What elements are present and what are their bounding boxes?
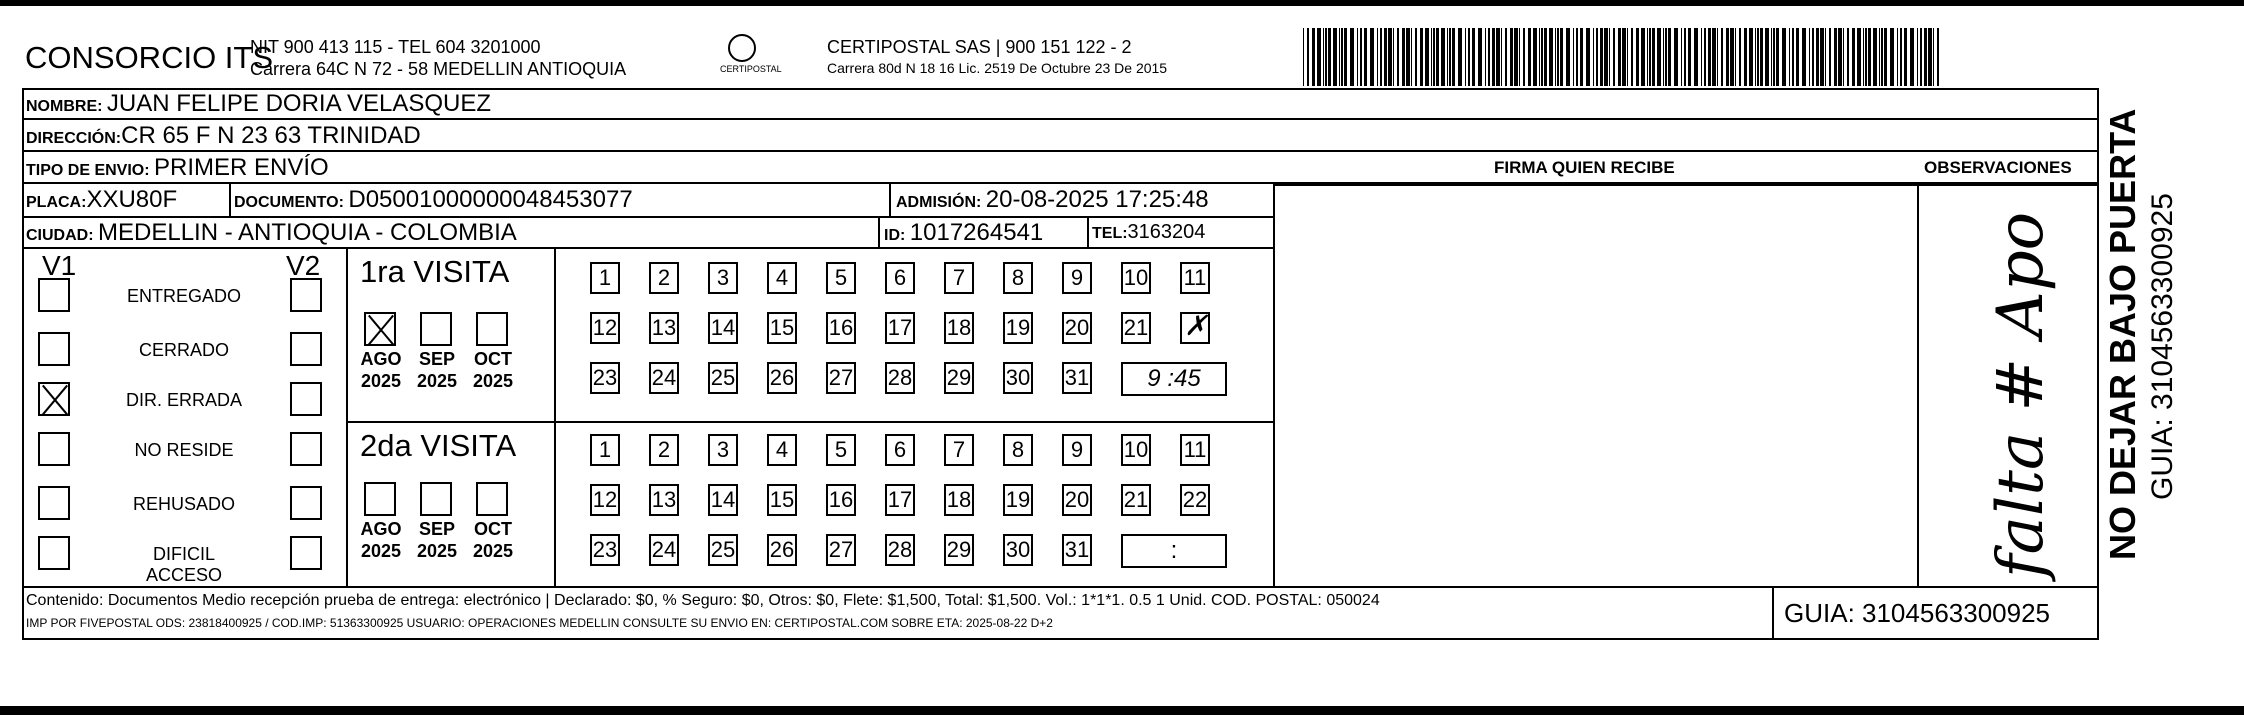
barcode-bar bbox=[1776, 28, 1779, 86]
tel-value: 3163204 bbox=[1127, 221, 1206, 243]
day-box[interactable]: 11 bbox=[1180, 262, 1210, 294]
barcode-bar bbox=[1317, 28, 1321, 86]
barcode-bar bbox=[1649, 28, 1651, 86]
day-box[interactable]: 17 bbox=[885, 484, 915, 516]
second-visit-title: 2da VISITA bbox=[360, 428, 517, 463]
tipo-envio-label: TIPO DE ENVIO: bbox=[26, 162, 150, 179]
barcode-bar bbox=[1501, 28, 1502, 86]
barcode-bar bbox=[1593, 28, 1594, 86]
barcode-bar bbox=[1485, 28, 1486, 86]
status-label: NO RESIDE bbox=[134, 440, 234, 460]
barcode-bar bbox=[1312, 28, 1315, 86]
admision-value: 20-08-2025 17:25:48 bbox=[985, 186, 1209, 213]
logo-caption: CERTIPOSTAL bbox=[720, 64, 782, 74]
shipping-form bbox=[22, 88, 2099, 640]
barcode-bar bbox=[1333, 28, 1337, 86]
day-box[interactable]: 29 bbox=[944, 534, 974, 566]
month-checkbox[interactable] bbox=[364, 482, 396, 516]
barcode-bar bbox=[1852, 28, 1855, 86]
barcode-bar bbox=[1757, 28, 1759, 86]
day-box[interactable] bbox=[1180, 312, 1210, 344]
barcode-bar bbox=[1465, 28, 1466, 86]
year-label: 2025 bbox=[472, 371, 514, 391]
barcode-bar bbox=[1684, 28, 1686, 86]
month-checkbox[interactable] bbox=[364, 312, 396, 346]
day-box[interactable]: 30 bbox=[1003, 534, 1033, 566]
day-box[interactable]: 5 bbox=[826, 262, 856, 294]
barcode-bar bbox=[1792, 28, 1794, 86]
company-name: CONSORCIO ITS bbox=[25, 40, 274, 75]
barcode-bar bbox=[1539, 28, 1540, 86]
barcode-bar bbox=[1533, 28, 1537, 86]
barcode-bar bbox=[1370, 28, 1374, 86]
barcode-bar bbox=[1897, 28, 1898, 86]
barcode-bar bbox=[1735, 28, 1736, 86]
first-visit-title: 1ra VISITA bbox=[360, 254, 510, 289]
day-box[interactable]: 6 bbox=[885, 262, 915, 294]
barcode-bar bbox=[1688, 28, 1691, 86]
day-box[interactable]: 11 bbox=[1180, 434, 1210, 466]
barcode-bar bbox=[1704, 28, 1706, 86]
barcode-bar bbox=[1604, 28, 1608, 86]
day-box[interactable]: 8 bbox=[1003, 262, 1033, 294]
barcode-bar bbox=[1838, 28, 1842, 86]
barcode-bar bbox=[1492, 28, 1495, 86]
barcode-bar bbox=[1782, 28, 1786, 86]
barcode-bar bbox=[1357, 28, 1358, 86]
month-checkbox[interactable] bbox=[420, 482, 452, 516]
time-box[interactable]: : bbox=[1121, 534, 1227, 568]
v1-checkbox[interactable] bbox=[38, 382, 70, 416]
month-checkbox[interactable] bbox=[476, 482, 508, 516]
barcode-bar bbox=[1388, 28, 1392, 86]
barcode-bar bbox=[1647, 28, 1648, 86]
direccion-value: CR 65 F N 23 63 TRINIDAD bbox=[121, 122, 421, 149]
barcode-bar bbox=[1303, 28, 1304, 86]
year-label: 2025 bbox=[360, 371, 402, 391]
barcode-bar bbox=[1652, 28, 1655, 86]
barcode-bar bbox=[1402, 28, 1405, 86]
barcode-bar bbox=[1802, 28, 1806, 86]
barcode-bar bbox=[1694, 28, 1698, 86]
barcode-bar bbox=[1420, 28, 1423, 86]
documento-label: DOCUMENTO: bbox=[234, 194, 344, 211]
day-box[interactable]: 31 bbox=[1062, 362, 1092, 394]
month-label: OCT bbox=[474, 349, 512, 369]
company-address: Carrera 64C N 72 - 58 MEDELLIN ANTIOQUIA bbox=[250, 59, 627, 79]
admision-label: ADMISIÓN: bbox=[896, 194, 982, 211]
day-box[interactable]: 3 bbox=[708, 262, 738, 294]
barcode-bar bbox=[1863, 28, 1864, 86]
status-label: DIR. ERRADA bbox=[125, 390, 242, 410]
barcode-bar bbox=[1549, 28, 1553, 86]
barcode-bar bbox=[1541, 28, 1543, 86]
barcode-bar bbox=[1609, 28, 1610, 86]
day-box[interactable]: 2 bbox=[649, 434, 679, 466]
barcode-bar bbox=[1496, 28, 1500, 86]
year-label: 2025 bbox=[472, 541, 514, 561]
barcode-bar bbox=[1674, 28, 1678, 86]
barcode-bar bbox=[1406, 28, 1410, 86]
day-box[interactable]: 14 bbox=[708, 312, 738, 344]
footer-line2: IMP POR FIVEPOSTAL ODS: 23818400925 / COD.IMP: 51363300925 USUARIO: OPERACIONES MEDELLIN CONSULTE SU ENVIO EN: CERTIPOSTAL.COM SOBRE ETA: 2025-08-22 D+2 bbox=[26, 616, 1053, 630]
id-value: 1017264541 bbox=[909, 219, 1044, 246]
day-box[interactable]: 15 bbox=[767, 484, 797, 516]
day-box[interactable]: 1 bbox=[590, 434, 620, 466]
day-box[interactable]: 24 bbox=[649, 362, 679, 394]
day-box[interactable]: 4 bbox=[767, 434, 797, 466]
barcode-bar bbox=[1344, 28, 1347, 86]
barcode-bar bbox=[1663, 28, 1664, 86]
barcode-bar bbox=[1933, 28, 1934, 86]
day-box[interactable]: 21 bbox=[1121, 484, 1151, 516]
side-guia: GUIA: 3104563300925 bbox=[2146, 193, 2179, 500]
barcode-bar bbox=[1825, 28, 1826, 86]
certipostal-logo-icon bbox=[728, 34, 756, 62]
nombre-label: NOMBRE: bbox=[26, 98, 103, 115]
day-box[interactable]: 20 bbox=[1062, 312, 1092, 344]
barcode-bar bbox=[1458, 28, 1462, 86]
year-label: 2025 bbox=[416, 541, 458, 561]
id-label: ID: bbox=[884, 227, 906, 244]
barcode-bar bbox=[1900, 28, 1902, 86]
barcode-bar bbox=[1681, 28, 1682, 86]
tipo-envio-value: PRIMER ENVÍO bbox=[154, 154, 329, 181]
month-checkbox[interactable] bbox=[476, 312, 508, 346]
barcode-bar bbox=[1350, 28, 1354, 86]
barcode-bar bbox=[1523, 28, 1525, 86]
barcode-bar bbox=[1557, 28, 1559, 86]
barcode-bar bbox=[1580, 28, 1583, 86]
day-box[interactable]: 4 bbox=[767, 262, 797, 294]
day-box[interactable]: 2 bbox=[649, 262, 679, 294]
day-box[interactable]: 8 bbox=[1003, 434, 1033, 466]
day-box[interactable]: 28 bbox=[885, 362, 915, 394]
barcode-bar bbox=[1544, 28, 1547, 86]
barcode-bar bbox=[1857, 28, 1861, 86]
barcode-bar bbox=[1393, 28, 1394, 86]
day-box[interactable]: 27 bbox=[826, 362, 856, 394]
barcode-bar bbox=[1910, 28, 1914, 86]
day-box[interactable]: 25 bbox=[708, 362, 738, 394]
day-box[interactable]: 31 bbox=[1062, 534, 1092, 566]
barcode-bar bbox=[1917, 28, 1918, 86]
day-box[interactable]: 13 bbox=[649, 484, 679, 516]
day-box[interactable]: 14 bbox=[708, 484, 738, 516]
barcode-bar bbox=[1618, 28, 1621, 86]
barcode-bar bbox=[1447, 28, 1448, 86]
month-label: AGO bbox=[360, 519, 402, 539]
barcode-bar bbox=[1325, 28, 1327, 86]
barcode-bar bbox=[1613, 28, 1615, 86]
status-label: ENTREGADO bbox=[126, 286, 241, 306]
day-box[interactable]: 30 bbox=[1003, 362, 1033, 394]
day-box[interactable]: 3 bbox=[708, 434, 738, 466]
barcode-bar bbox=[1937, 28, 1939, 86]
barcode-bar bbox=[1843, 28, 1844, 86]
barcode-bar bbox=[1904, 28, 1907, 86]
barcode-bar bbox=[1566, 28, 1570, 86]
month-checkbox[interactable] bbox=[420, 312, 452, 346]
barcode-bar bbox=[1881, 28, 1883, 86]
month-label: SEP bbox=[418, 519, 456, 539]
barcode-bar bbox=[1739, 28, 1741, 86]
day-box[interactable]: 21 bbox=[1121, 312, 1151, 344]
day-box[interactable]: 26 bbox=[767, 534, 797, 566]
barcode-bar bbox=[1816, 28, 1819, 86]
status-label: REHUSADO bbox=[132, 494, 235, 514]
nombre-value: JUAN FELIPE DORIA VELASQUEZ bbox=[106, 90, 491, 117]
barcode-bar bbox=[1360, 28, 1362, 86]
barcode-bar bbox=[1627, 28, 1628, 86]
barcode-bar bbox=[1436, 28, 1439, 86]
barcode-bar bbox=[1596, 28, 1598, 86]
barcode-bar bbox=[1809, 28, 1810, 86]
day-box[interactable]: 23 bbox=[590, 362, 620, 394]
day-box[interactable]: 7 bbox=[944, 434, 974, 466]
observaciones-header: OBSERVACIONES bbox=[1924, 158, 2072, 177]
barcode-bar bbox=[1622, 28, 1626, 86]
barcode-bar bbox=[1812, 28, 1814, 86]
direccion-label: DIRECCIÓN: bbox=[26, 130, 122, 147]
barcode-bar bbox=[1452, 28, 1455, 86]
barcode-bar bbox=[1307, 28, 1309, 86]
v2-header: V2 bbox=[286, 250, 321, 281]
barcode-bar bbox=[1834, 28, 1837, 86]
barcode-bar bbox=[1765, 28, 1769, 86]
barcode-bar bbox=[1431, 28, 1432, 86]
bottom-rule bbox=[0, 706, 2244, 715]
barcode-bar bbox=[1339, 28, 1340, 86]
barcode-bar bbox=[1721, 28, 1723, 86]
barcode-bar bbox=[1920, 28, 1922, 86]
month-label: OCT bbox=[474, 519, 512, 539]
barcode-bar bbox=[1560, 28, 1563, 86]
year-label: 2025 bbox=[360, 541, 402, 561]
barcode-bar bbox=[1847, 28, 1849, 86]
day-box[interactable]: 9 bbox=[1062, 434, 1092, 466]
barcode-bar bbox=[1323, 28, 1324, 86]
day-box[interactable]: 18 bbox=[944, 484, 974, 516]
ciudad-value: MEDELLIN - ANTIOQUIA - COLOMBIA bbox=[98, 219, 517, 246]
footer-line1: Contenido: Documentos Medio recepción prueba de entrega: electrónico | Declarado: $0, % Seguro: $0, Otros: $0, Flete: $1,500, Total: $1,500. Vol.: 1*1*1. 0.5 1 Unid. COD. POSTAL: 050024 bbox=[26, 592, 1380, 609]
barcode-bar bbox=[1890, 28, 1894, 86]
barcode-bar bbox=[1415, 28, 1417, 86]
day-box[interactable]: 29 bbox=[944, 362, 974, 394]
v2-checkbox[interactable] bbox=[290, 536, 322, 570]
day-box[interactable]: 20 bbox=[1062, 484, 1092, 516]
barcode-bar bbox=[1510, 28, 1513, 86]
tel-label: TEL: bbox=[1092, 225, 1128, 242]
barcode-bar bbox=[1576, 28, 1578, 86]
footer-guia: GUIA: 3104563300925 bbox=[1784, 598, 2050, 628]
v2-checkbox[interactable] bbox=[290, 332, 322, 366]
certipostal-address: Carrera 80d N 18 16 Lic. 2519 De Octubre 23 De 2015 bbox=[827, 60, 1168, 76]
barcode-bar bbox=[1755, 28, 1756, 86]
day-box[interactable]: 24 bbox=[649, 534, 679, 566]
barcode bbox=[1303, 28, 1939, 86]
day-box[interactable]: 1 bbox=[590, 262, 620, 294]
barcode-bar bbox=[1829, 28, 1831, 86]
v1-checkbox[interactable] bbox=[38, 486, 70, 520]
barcode-bar bbox=[1820, 28, 1824, 86]
barcode-bar bbox=[1726, 28, 1729, 86]
barcode-bar bbox=[1636, 28, 1639, 86]
day-box[interactable]: 9 bbox=[1062, 262, 1092, 294]
barcode-bar bbox=[1468, 28, 1470, 86]
v2-checkbox[interactable] bbox=[290, 486, 322, 520]
day-box[interactable]: 27 bbox=[826, 534, 856, 566]
barcode-bar bbox=[1668, 28, 1671, 86]
ciudad-label: CIUDAD: bbox=[26, 227, 94, 244]
barcode-bar bbox=[1341, 28, 1343, 86]
barcode-bar bbox=[1519, 28, 1520, 86]
certipostal-info: CERTIPOSTAL SAS | 900 151 122 - 2 bbox=[827, 37, 1132, 57]
barcode-bar bbox=[1708, 28, 1711, 86]
top-rule bbox=[0, 0, 2244, 6]
barcode-bar bbox=[1641, 28, 1645, 86]
barcode-bar bbox=[1573, 28, 1574, 86]
barcode-bar bbox=[1868, 28, 1871, 86]
barcode-bar bbox=[1411, 28, 1412, 86]
status-label: CERRADO bbox=[138, 340, 229, 360]
day-box[interactable]: 19 bbox=[1003, 484, 1033, 516]
handwritten-observation: falta # Apo bbox=[1984, 211, 2058, 578]
day-box[interactable]: 19 bbox=[1003, 312, 1033, 344]
company-nit-tel: NIT 900 413 115 - TEL 604 3201000 bbox=[250, 37, 541, 57]
barcode-bar bbox=[1771, 28, 1772, 86]
day-box[interactable]: 23 bbox=[590, 534, 620, 566]
barcode-bar bbox=[1528, 28, 1531, 86]
day-box[interactable]: 17 bbox=[885, 312, 915, 344]
day-box[interactable]: 12 bbox=[590, 484, 620, 516]
day-box[interactable]: 10 bbox=[1121, 262, 1151, 294]
barcode-bar bbox=[1796, 28, 1799, 86]
barcode-bar bbox=[1873, 28, 1877, 86]
day-box[interactable]: 28 bbox=[885, 534, 915, 566]
barcode-bar bbox=[1600, 28, 1603, 86]
day-box[interactable]: 26 bbox=[767, 362, 797, 394]
time-box[interactable]: 9 :45 bbox=[1121, 362, 1227, 396]
barcode-bar bbox=[1730, 28, 1734, 86]
barcode-bar bbox=[1879, 28, 1880, 86]
barcode-bar bbox=[1744, 28, 1747, 86]
barcode-bar bbox=[1555, 28, 1556, 86]
day-box[interactable]: 5 bbox=[826, 434, 856, 466]
day-box[interactable]: 15 bbox=[767, 312, 797, 344]
barcode-bar bbox=[1441, 28, 1445, 86]
month-label: AGO bbox=[360, 349, 402, 369]
documento-value: D05001000000048453077 bbox=[348, 186, 633, 213]
day-box[interactable]: 18 bbox=[944, 312, 974, 344]
day-box[interactable]: 13 bbox=[649, 312, 679, 344]
barcode-bar bbox=[1924, 28, 1927, 86]
barcode-bar bbox=[1717, 28, 1718, 86]
barcode-bar bbox=[1928, 28, 1932, 86]
barcode-bar bbox=[1380, 28, 1382, 86]
barcode-bar bbox=[1631, 28, 1633, 86]
firma-header: FIRMA QUIEN RECIBE bbox=[1494, 158, 1675, 177]
v1-checkbox[interactable] bbox=[38, 536, 70, 570]
barcode-bar bbox=[1665, 28, 1667, 86]
barcode-bar bbox=[1789, 28, 1790, 86]
barcode-bar bbox=[1425, 28, 1429, 86]
day-box[interactable]: 16 bbox=[826, 484, 856, 516]
placa-label: PLACA: bbox=[26, 194, 87, 211]
month-label: SEP bbox=[418, 349, 456, 369]
day-box[interactable]: 25 bbox=[708, 534, 738, 566]
barcode-bar bbox=[1773, 28, 1775, 86]
barcode-bar bbox=[1657, 28, 1661, 86]
barcode-bar bbox=[1364, 28, 1367, 86]
v1-checkbox[interactable] bbox=[38, 332, 70, 366]
barcode-bar bbox=[1328, 28, 1331, 86]
barcode-bar bbox=[1397, 28, 1399, 86]
v2-checkbox[interactable] bbox=[290, 432, 322, 466]
status-label: DIFICIL ACCESO bbox=[145, 544, 223, 585]
v2-checkbox[interactable] bbox=[290, 278, 322, 312]
barcode-bar bbox=[1449, 28, 1451, 86]
day-box[interactable]: 22 bbox=[1180, 484, 1210, 516]
day-box[interactable]: 10 bbox=[1121, 434, 1151, 466]
barcode-bar bbox=[1478, 28, 1482, 86]
barcode-bar bbox=[1712, 28, 1716, 86]
placa-value: XXU80F bbox=[86, 186, 178, 213]
barcode-bar bbox=[1505, 28, 1507, 86]
barcode-bar bbox=[1760, 28, 1763, 86]
v1-checkbox[interactable] bbox=[38, 278, 70, 312]
barcode-bar bbox=[1514, 28, 1518, 86]
barcode-bar bbox=[1433, 28, 1435, 86]
barcode-bar bbox=[1701, 28, 1702, 86]
side-warning: NO DEJAR BAJO PUERTA bbox=[2102, 108, 2143, 560]
barcode-bar bbox=[1488, 28, 1490, 86]
day-box[interactable]: 16 bbox=[826, 312, 856, 344]
day-box[interactable]: 6 bbox=[885, 434, 915, 466]
barcode-bar bbox=[1377, 28, 1378, 86]
v2-checkbox[interactable] bbox=[290, 382, 322, 416]
barcode-bar bbox=[1865, 28, 1867, 86]
barcode-bar bbox=[1384, 28, 1387, 86]
barcode-bar bbox=[1749, 28, 1753, 86]
barcode-bar bbox=[1472, 28, 1475, 86]
day-box[interactable]: 7 bbox=[944, 262, 974, 294]
barcode-bar bbox=[1884, 28, 1887, 86]
day-box[interactable]: 12 bbox=[590, 312, 620, 344]
year-label: 2025 bbox=[416, 371, 458, 391]
v1-checkbox[interactable] bbox=[38, 432, 70, 466]
v1-header: V1 bbox=[42, 250, 77, 281]
barcode-bar bbox=[1586, 28, 1590, 86]
